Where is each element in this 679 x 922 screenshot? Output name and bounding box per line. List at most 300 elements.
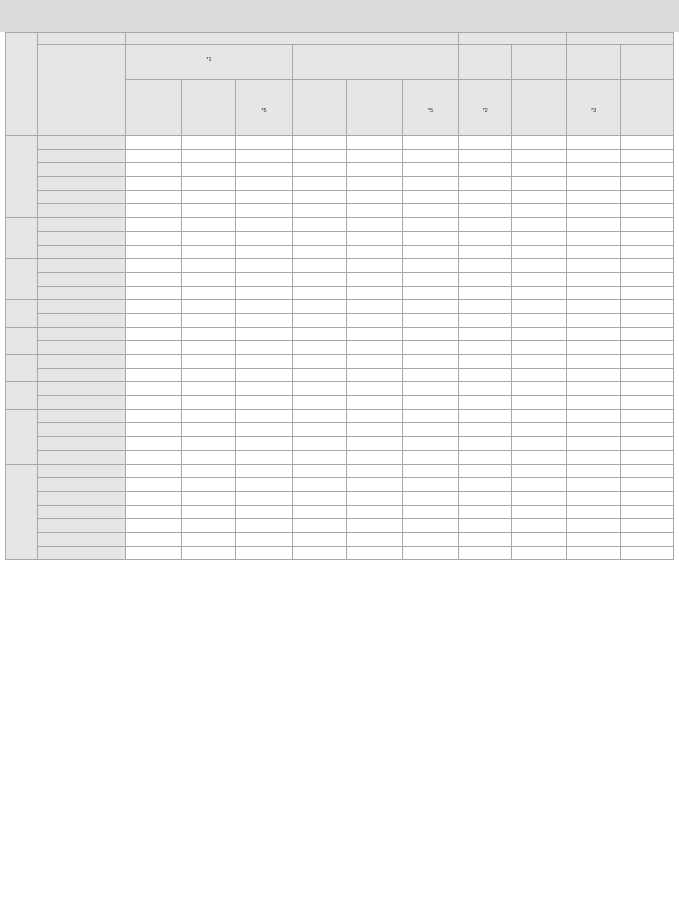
table-cell — [293, 478, 347, 492]
table-cell — [182, 300, 236, 314]
table-cell — [621, 259, 674, 273]
table-cell — [182, 149, 236, 163]
frame-label — [6, 259, 38, 300]
table-cell — [403, 272, 459, 286]
model-code — [38, 313, 126, 327]
table-cell — [621, 272, 674, 286]
table-cell — [567, 327, 621, 341]
table-cell — [512, 272, 567, 286]
table-cell — [347, 204, 403, 218]
table-cell — [512, 259, 567, 273]
table-cell — [347, 382, 403, 396]
table-cell — [403, 259, 459, 273]
table-cell — [347, 409, 403, 423]
table-row — [6, 409, 674, 423]
table-cell — [182, 272, 236, 286]
table-cell — [293, 382, 347, 396]
power-supply-header — [567, 33, 674, 45]
table-cell — [126, 478, 182, 492]
table-cell — [512, 464, 567, 478]
table-cell — [293, 286, 347, 300]
table-cell — [236, 464, 293, 478]
table-cell — [347, 519, 403, 533]
table-cell — [347, 286, 403, 300]
table-cell — [347, 478, 403, 492]
table-cell — [621, 300, 674, 314]
table-cell — [347, 313, 403, 327]
ps-shd-capacity-header — [621, 80, 674, 136]
frame-label — [6, 464, 38, 560]
table-cell — [182, 478, 236, 492]
model-code — [38, 505, 126, 519]
table-cell — [126, 204, 182, 218]
table-cell — [293, 355, 347, 369]
table-cell — [403, 136, 459, 150]
table-cell — [293, 464, 347, 478]
table-cell — [293, 396, 347, 410]
table-cell — [512, 355, 567, 369]
table-row — [6, 450, 674, 464]
table-cell — [293, 300, 347, 314]
table-cell — [621, 368, 674, 382]
table-cell — [621, 505, 674, 519]
ps-shd-header — [621, 45, 674, 80]
table-cell — [182, 327, 236, 341]
table-cell — [293, 546, 347, 560]
model-code — [38, 190, 126, 204]
table-cell — [621, 396, 674, 410]
table-cell — [182, 546, 236, 560]
table-cell — [347, 190, 403, 204]
table-cell — [512, 163, 567, 177]
in-shd-current-header — [512, 80, 567, 136]
frame-label — [6, 409, 38, 464]
table-cell — [236, 505, 293, 519]
table-cell — [512, 505, 567, 519]
table-cell — [182, 218, 236, 232]
table-cell — [347, 368, 403, 382]
table-cell — [182, 136, 236, 150]
table-cell — [236, 177, 293, 191]
table-cell — [621, 355, 674, 369]
table-cell — [293, 450, 347, 464]
table-row — [6, 259, 674, 273]
table-cell — [182, 355, 236, 369]
model-code — [38, 532, 126, 546]
table-cell — [621, 218, 674, 232]
table-cell — [459, 300, 512, 314]
table-cell — [459, 491, 512, 505]
table-cell — [126, 505, 182, 519]
model-code — [38, 464, 126, 478]
table-cell — [512, 519, 567, 533]
table-cell — [567, 341, 621, 355]
table-cell — [182, 259, 236, 273]
table-row — [6, 300, 674, 314]
table-cell — [567, 313, 621, 327]
table-cell — [459, 313, 512, 327]
table-row — [6, 313, 674, 327]
table-cell — [403, 300, 459, 314]
table-cell — [621, 409, 674, 423]
table-cell — [621, 464, 674, 478]
table-cell — [459, 231, 512, 245]
table-row — [6, 177, 674, 191]
table-cell — [459, 450, 512, 464]
ps-hd-header — [567, 45, 621, 80]
table-cell — [621, 231, 674, 245]
table-cell — [512, 423, 567, 437]
table-cell — [347, 450, 403, 464]
table-cell — [182, 464, 236, 478]
table-cell — [236, 382, 293, 396]
table-cell — [459, 149, 512, 163]
shd-motor-kw-header — [293, 80, 347, 136]
table-cell — [236, 136, 293, 150]
table-cell — [403, 546, 459, 560]
table-cell — [182, 532, 236, 546]
table-cell — [621, 149, 674, 163]
table-cell — [182, 245, 236, 259]
model-code — [38, 382, 126, 396]
table-cell — [567, 437, 621, 451]
table-cell — [403, 286, 459, 300]
table-cell — [403, 505, 459, 519]
table-cell — [236, 231, 293, 245]
model-code — [38, 245, 126, 259]
table-cell — [236, 272, 293, 286]
table-cell — [403, 532, 459, 546]
table-row — [6, 382, 674, 396]
table-row — [6, 245, 674, 259]
model-code — [38, 286, 126, 300]
table-cell — [567, 231, 621, 245]
frame-header — [6, 33, 38, 136]
table-cell — [126, 423, 182, 437]
table-cell — [512, 313, 567, 327]
table-cell — [403, 368, 459, 382]
table-cell — [403, 396, 459, 410]
model-code — [38, 491, 126, 505]
table-cell — [126, 163, 182, 177]
table-cell — [182, 368, 236, 382]
table-cell — [567, 163, 621, 177]
table-cell — [512, 478, 567, 492]
table-cell — [126, 532, 182, 546]
table-cell — [459, 327, 512, 341]
table-cell — [293, 272, 347, 286]
table-cell — [236, 478, 293, 492]
table-cell — [567, 218, 621, 232]
table-cell — [459, 423, 512, 437]
table-cell — [567, 423, 621, 437]
table-cell — [347, 149, 403, 163]
table-cell — [236, 491, 293, 505]
table-cell — [567, 532, 621, 546]
table-cell — [621, 341, 674, 355]
table-cell — [403, 149, 459, 163]
table-cell — [182, 231, 236, 245]
table-cell — [182, 450, 236, 464]
table-cell — [403, 327, 459, 341]
table-cell — [403, 163, 459, 177]
table-cell — [126, 355, 182, 369]
table-row — [6, 231, 674, 245]
shd-group-header — [293, 45, 459, 80]
table-cell — [236, 409, 293, 423]
table-cell — [126, 546, 182, 560]
table-row — [6, 149, 674, 163]
table-cell — [182, 204, 236, 218]
table-cell — [459, 245, 512, 259]
table-cell — [236, 532, 293, 546]
table-row — [6, 423, 674, 437]
table-cell — [403, 491, 459, 505]
input-shd-header — [512, 45, 567, 80]
table-cell — [182, 437, 236, 451]
table-cell — [182, 177, 236, 191]
table-row — [6, 163, 674, 177]
table-cell — [621, 204, 674, 218]
table-cell — [182, 505, 236, 519]
table-cell — [459, 532, 512, 546]
table-cell — [182, 396, 236, 410]
table-cell — [621, 177, 674, 191]
table-cell — [567, 355, 621, 369]
table-cell — [459, 272, 512, 286]
table-cell — [293, 259, 347, 273]
model-code — [38, 218, 126, 232]
table-cell — [567, 177, 621, 191]
page-title — [0, 0, 679, 32]
table-cell — [236, 437, 293, 451]
model-code — [38, 546, 126, 560]
table-cell — [236, 259, 293, 273]
table-cell — [459, 409, 512, 423]
table-cell — [459, 519, 512, 533]
ps-hd-capacity-header: *3 — [567, 80, 621, 136]
frame-label — [6, 300, 38, 327]
table-row — [6, 190, 674, 204]
table-cell — [126, 409, 182, 423]
table-cell — [567, 368, 621, 382]
table-cell — [347, 464, 403, 478]
table-cell — [293, 423, 347, 437]
table-cell — [236, 286, 293, 300]
table-cell — [347, 355, 403, 369]
table-cell — [403, 478, 459, 492]
table-row — [6, 478, 674, 492]
table-cell — [182, 190, 236, 204]
table-cell — [459, 368, 512, 382]
table-cell — [403, 231, 459, 245]
table-row — [6, 355, 674, 369]
table-cell — [567, 286, 621, 300]
table-cell — [347, 231, 403, 245]
table-cell — [512, 450, 567, 464]
shd-rated-output-header: *5 — [403, 80, 459, 136]
table-cell — [621, 382, 674, 396]
table-cell — [621, 136, 674, 150]
table-cell — [126, 327, 182, 341]
table-cell — [403, 204, 459, 218]
table-cell — [459, 177, 512, 191]
model-code — [38, 272, 126, 286]
table-cell — [567, 190, 621, 204]
table-cell — [347, 272, 403, 286]
table-cell — [126, 231, 182, 245]
table-cell — [236, 218, 293, 232]
table-cell — [567, 136, 621, 150]
table-row — [6, 136, 674, 150]
table-row — [6, 519, 674, 533]
table-row — [6, 341, 674, 355]
table-cell — [621, 327, 674, 341]
table-cell — [621, 532, 674, 546]
table-cell — [512, 532, 567, 546]
table-cell — [126, 177, 182, 191]
table-cell — [293, 409, 347, 423]
table-cell — [567, 409, 621, 423]
table-cell — [459, 163, 512, 177]
table-cell — [403, 464, 459, 478]
table-cell — [236, 423, 293, 437]
table-row — [6, 204, 674, 218]
table-cell — [126, 136, 182, 150]
table-cell — [512, 491, 567, 505]
table-cell — [459, 136, 512, 150]
table-cell — [512, 204, 567, 218]
table-cell — [182, 382, 236, 396]
table-cell — [567, 519, 621, 533]
table-cell — [347, 300, 403, 314]
shd-motor-hp-header — [347, 80, 403, 136]
table-cell — [236, 341, 293, 355]
model-code — [38, 450, 126, 464]
table-row — [6, 327, 674, 341]
input-header — [459, 33, 567, 45]
table-row — [6, 546, 674, 560]
table-cell — [126, 382, 182, 396]
table-cell — [403, 313, 459, 327]
model-pattern-header — [38, 45, 126, 136]
table-cell — [236, 204, 293, 218]
table-cell — [347, 396, 403, 410]
model-code — [38, 519, 126, 533]
table-cell — [567, 546, 621, 560]
model-code — [38, 341, 126, 355]
frame-label — [6, 327, 38, 354]
table-cell — [236, 163, 293, 177]
model-code — [38, 300, 126, 314]
table-cell — [512, 177, 567, 191]
table-cell — [182, 163, 236, 177]
table-cell — [567, 300, 621, 314]
hd-motor-hp-header — [182, 80, 236, 136]
table-cell — [403, 218, 459, 232]
table-cell — [403, 409, 459, 423]
table-cell — [567, 245, 621, 259]
table-cell — [347, 532, 403, 546]
table-cell — [621, 437, 674, 451]
table-row — [6, 464, 674, 478]
table-cell — [293, 491, 347, 505]
table-cell — [512, 300, 567, 314]
table-cell — [621, 190, 674, 204]
table-cell — [459, 437, 512, 451]
frame-label — [6, 355, 38, 382]
model-code — [38, 259, 126, 273]
model-code — [38, 437, 126, 451]
table-cell — [459, 355, 512, 369]
table-cell — [567, 464, 621, 478]
in-hd-current-header: *2 — [459, 80, 512, 136]
table-cell — [126, 245, 182, 259]
table-cell — [567, 478, 621, 492]
table-cell — [512, 341, 567, 355]
table-cell — [126, 218, 182, 232]
table-cell — [347, 327, 403, 341]
table-cell — [347, 259, 403, 273]
table-cell — [293, 163, 347, 177]
table-cell — [182, 286, 236, 300]
table-cell — [293, 437, 347, 451]
table-cell — [182, 313, 236, 327]
table-cell — [567, 505, 621, 519]
table-cell — [347, 505, 403, 519]
table-cell — [459, 286, 512, 300]
table-cell — [126, 286, 182, 300]
table-cell — [293, 368, 347, 382]
table-cell — [512, 149, 567, 163]
table-cell — [347, 491, 403, 505]
table-cell — [182, 409, 236, 423]
table-cell — [293, 341, 347, 355]
table-cell — [236, 313, 293, 327]
table-cell — [347, 163, 403, 177]
table-cell — [403, 437, 459, 451]
table-cell — [126, 190, 182, 204]
table-cell — [459, 478, 512, 492]
model-code — [38, 177, 126, 191]
table-cell — [512, 245, 567, 259]
table-cell — [293, 136, 347, 150]
table-cell — [567, 149, 621, 163]
table-cell — [459, 396, 512, 410]
table-cell — [347, 437, 403, 451]
model-code — [38, 136, 126, 150]
table-cell — [293, 532, 347, 546]
table-cell — [347, 218, 403, 232]
table-cell — [347, 136, 403, 150]
table-cell — [512, 231, 567, 245]
table-cell — [126, 272, 182, 286]
model-code — [38, 396, 126, 410]
table-cell — [293, 327, 347, 341]
table-cell — [347, 423, 403, 437]
table-cell — [459, 464, 512, 478]
table-cell — [236, 190, 293, 204]
table-cell — [621, 286, 674, 300]
table-cell — [459, 190, 512, 204]
model-code — [38, 409, 126, 423]
table-cell — [293, 204, 347, 218]
table-cell — [293, 313, 347, 327]
table-cell — [182, 491, 236, 505]
frame-label — [6, 136, 38, 218]
model-code — [38, 163, 126, 177]
table-cell — [567, 382, 621, 396]
